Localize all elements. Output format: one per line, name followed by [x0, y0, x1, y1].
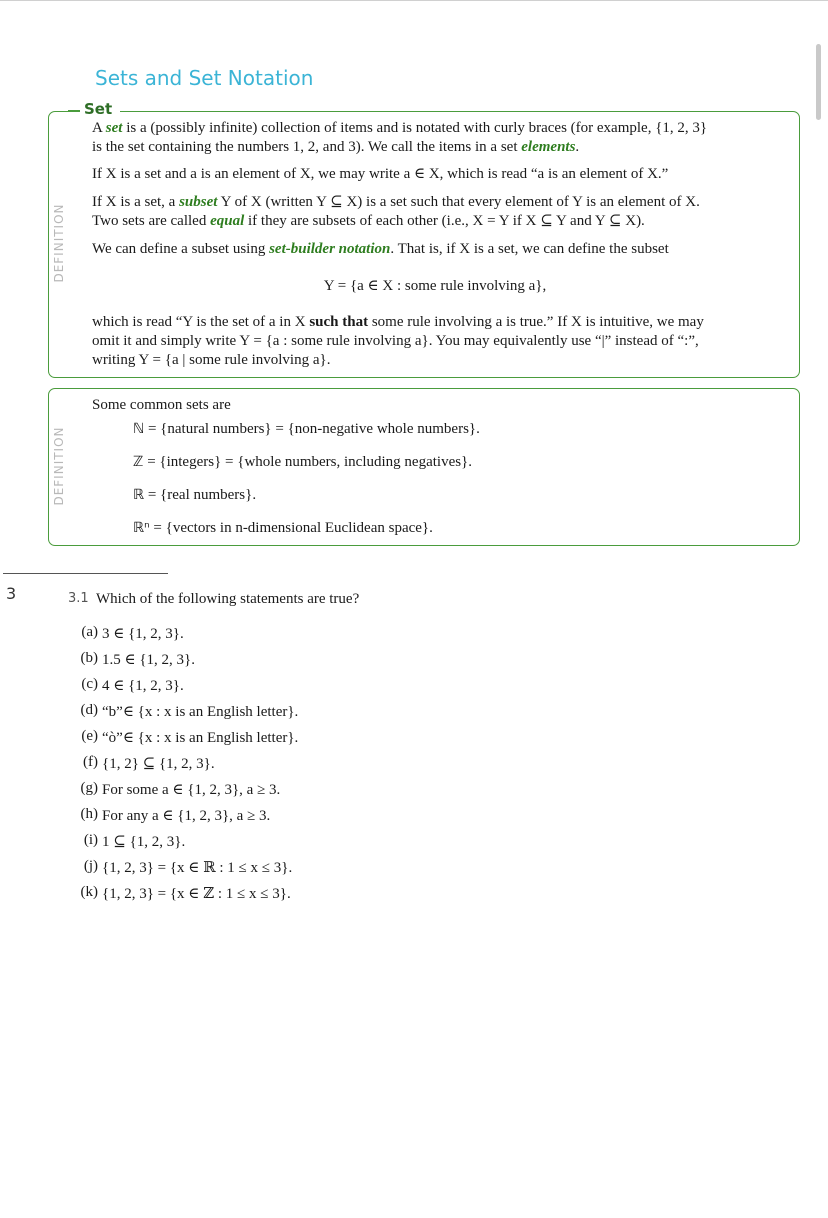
margin-page-number: 3: [6, 584, 17, 603]
box-title-rule: [68, 110, 80, 112]
naturals-symbol: ℕ: [133, 421, 145, 437]
question-number: 3.1: [68, 591, 89, 606]
set-rn: ℝⁿ = {vectors in n-dimensional Euclidean space}.: [133, 520, 433, 536]
keyword-subset: subset: [179, 194, 218, 210]
common-sets-intro: Some common sets are: [92, 397, 231, 413]
set-builder-formula: Y = {a ∈ X : some rule involving a},: [323, 278, 547, 294]
section-title: Sets and Set Notation: [95, 66, 314, 90]
keyword-set-builder: set-builder notation: [269, 241, 391, 257]
keyword-equal: equal: [210, 213, 245, 229]
paragraph-set-def-line2: is the set containing the numbers 1, 2, and 3). We call the items in a set elements.: [92, 139, 580, 155]
such-that-bold: such that: [309, 314, 369, 330]
question-text: Which of the following statements are true?: [96, 591, 360, 607]
set-integers: ℤ = {integers} = {whole numbers, including negatives}.: [133, 454, 473, 470]
keyword-set: set: [105, 120, 123, 136]
paragraph-read-line2: omit it and simply write Y = {a : some rule involving a}. You may equivalently use “|” instead of “:”,: [92, 333, 699, 349]
paragraph-subset-line2: Two sets are called equal if they are subsets of each other (i.e., X = Y if X ⊆ Y and Y ⊆ X).: [92, 213, 645, 229]
definition-side-label: DEFINITION: [52, 203, 66, 283]
reals-symbol: ℝ: [133, 487, 145, 503]
paragraph-element-of: If X is a set and a is an element of X, we may write a ∈ X, which is read “a is an element of X.”: [92, 166, 669, 182]
keyword-elements: elements: [521, 139, 576, 155]
paragraph-read-line1: which is read “Y is the set of a in X such that some rule involving a is true.” If X is intuitive, we may: [92, 314, 704, 330]
top-divider: [0, 0, 828, 1]
integers-symbol: ℤ: [133, 454, 144, 470]
section-separator: [3, 573, 168, 574]
paragraph-subset-line1: If X is a set, a subset Y of X (written Y ⊆ X) is a set such that every element of Y is an element of X.: [92, 194, 700, 210]
set-reals: ℝ = {real numbers}.: [133, 487, 257, 503]
definition-title: Set: [80, 100, 120, 118]
paragraph-read-line3: writing Y = {a | some rule involving a}.: [92, 352, 331, 368]
set-naturals: ℕ = {natural numbers} = {non-negative whole numbers}.: [133, 421, 480, 437]
paragraph-set-builder: We can define a subset using set-builder notation. That is, if X is a set, we can define the subset: [92, 241, 669, 257]
rn-symbol: ℝⁿ: [133, 520, 150, 536]
definition-side-label: DEFINITION: [52, 426, 66, 506]
scrollbar-thumb[interactable]: [816, 44, 821, 120]
paragraph-set-def-line1: A set is a (possibly infinite) collection of items and is notated with curly braces (for example, {1, 2, 3}: [92, 120, 708, 136]
